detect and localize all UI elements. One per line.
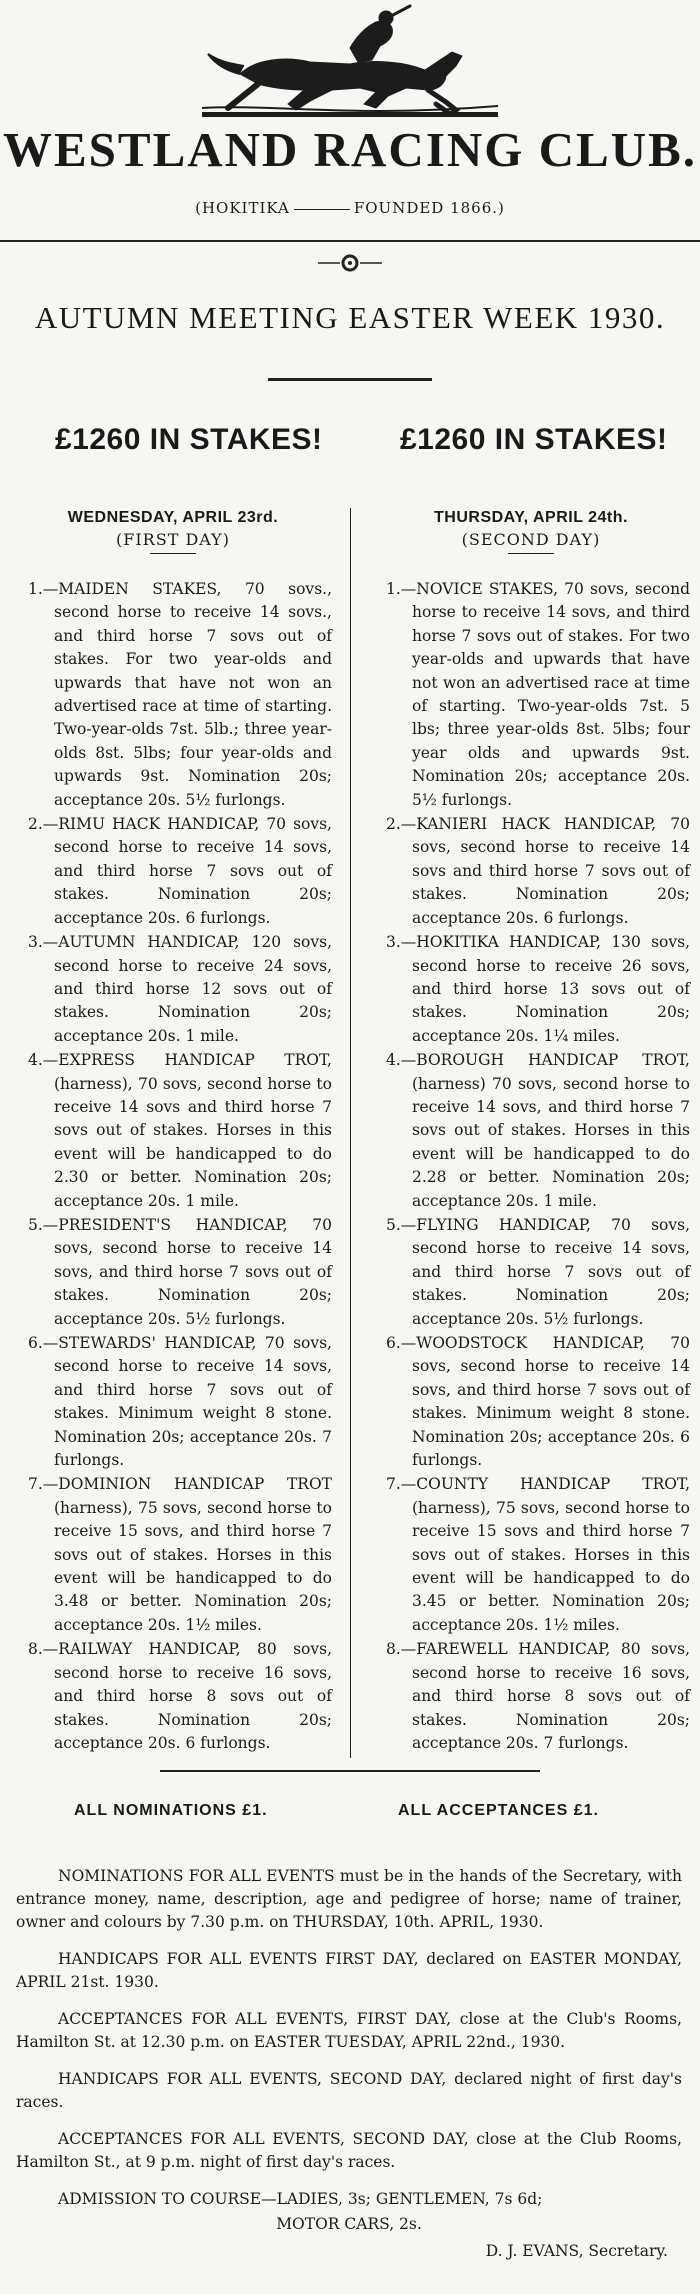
subtitle-dash <box>294 209 350 210</box>
club-subtitle <box>0 199 700 217</box>
stakes-banner-left: £1260 IN STAKES! <box>55 423 323 456</box>
race-entry: 1.—NOVICE STAKES, 70 sovs, second horse to receive 14 sovs, and third horse 7 sovs out of stakes. For two year-olds and upwards that have not won an advertised race at time of starting. Two-year-olds 7st. 5 lbs; three year-olds 8st. 5lbs; four year olds and upwards 9st. Nomination 20s; acceptance 20s. 5½ furlongs. <box>386 580 690 809</box>
founded-text: FOUNDED 1866.) <box>353 199 505 217</box>
race-entry: 2.—KANIERI HACK HANDICAP, 70 sovs, second horse to receive 14 sovs and third horse 7 sovs out of stakes. Nomination 20s; acceptance 20s. 6 furlongs. <box>386 815 690 927</box>
column-divider <box>350 508 351 1758</box>
races-bottom-rule <box>160 1770 540 1772</box>
location-text: (HOKITIKA <box>195 199 290 217</box>
motor-cars-text: MOTOR CARS, 2s. <box>276 2215 422 2233</box>
race-entry: 1.—MAIDEN STAKES, 70 sovs., second horse to receive 14 sovs., and third horse 7 sovs out of stakes. For two year-olds and upwards that have not won an advertised race at time of starting. Two-year-olds 7st. 5lb.; three year-olds 8st. 5lbs; four year-olds and upwards 9st. Nomination 20s; acceptance 20s. 5½ furlongs. <box>28 580 332 809</box>
meeting-rule <box>268 378 432 381</box>
racehorse-jockey-icon <box>200 4 500 122</box>
day-two-subtitle: (SECOND DAY) <box>461 530 601 549</box>
day-two-races <box>372 578 690 1756</box>
race-entry: 4.—BOROUGH HANDICAP TROT, (harness) 70 sovs, second horse to receive 14 sovs, and third horse 7 sovs out of stakes. Horses in this event will be handicapped to do 2.28 or better. Nomination 20s; acceptance 20s. 1 mile. <box>386 1051 690 1210</box>
secretary-signature: D. J. EVANS, Secretary. <box>485 2242 668 2260</box>
notice-paragraph: ACCEPTANCES FOR ALL EVENTS, FIRST DAY, close at the Club's Rooms, Hamilton St. at 12.30 p.m. on EASTER TUESDAY, APRIL 22nd., 1930. <box>16 2010 682 2051</box>
notice-paragraph: HANDICAPS FOR ALL EVENTS, SECOND DAY, declared night of first day's races. <box>16 2070 682 2111</box>
day-one-races <box>14 578 332 1756</box>
race-entry: 2.—RIMU HACK HANDICAP, 70 sovs, second horse to receive 14 sovs, and third horse 7 sovs out of stakes. Nomination 20s; acceptance 20s. 6 furlongs. <box>28 815 332 927</box>
race-entry: 8.—RAILWAY HANDICAP, 80 sovs, second horse to receive 16 sovs, and third horse 8 sovs out of stakes. Nomination 20s; acceptance 20s. 6 furlongs. <box>28 1640 332 1752</box>
meeting-title: AUTUMN MEETING EASTER WEEK 1930. <box>34 300 666 335</box>
race-entry: 7.—COUNTY HANDICAP TROT, (harness), 75 sovs, second horse to receive 15 sovs and third horse 7 sovs out of stakes. Horses in this event will be handicapped to do 3.45 or better. Nomination 20s; acceptance 20s. 1½ miles. <box>386 1475 690 1634</box>
race-entry: 3.—HOKITIKA HANDICAP, 130 sovs, second horse to receive 26 sovs, and third horse 13 sovs out of stakes. Nomination 20s; acceptance 20s. 1¼ miles. <box>386 933 690 1045</box>
day-two-title: THURSDAY, APRIL 24th. <box>434 509 628 526</box>
notice-paragraph: ACCEPTANCES FOR ALL EVENTS, SECOND DAY, close at the Club Rooms, Hamilton St., at 9 p.m. night of first day's races. <box>16 2130 682 2171</box>
admission-text: ADMISSION TO COURSE—LADIES, 3s; GENTLEMEN, 7s 6d; <box>58 2190 543 2208</box>
notice-paragraph: HANDICAPS FOR ALL EVENTS FIRST DAY, declared on EASTER MONDAY, APRIL 21st. 1930. <box>16 1950 682 1991</box>
notice-paragraph: NOMINATIONS FOR ALL EVENTS must be in the hands of the Secretary, with entrance money, name, description, age and pedigree of horse; name of trainer, owner and colours by 7.30 p.m. on THURSDAY, 10th. APRIL, 1930. <box>16 1867 682 1931</box>
race-entry: 5.—FLYING HANDICAP, 70 sovs, second horse to receive 14 sovs, and third horse 7 sovs out of stakes. Nomination 20s; acceptance 20s. 5½ furlongs. <box>386 1215 690 1328</box>
day-one-subtitle: (FIRST DAY) <box>116 530 230 549</box>
stakes-banner-right: £1260 IN STAKES! <box>400 423 668 456</box>
race-entry: 7.—DOMINION HANDICAP TROT (harness), 75 sovs, second horse to receive 15 sovs, and third horse 7 sovs out of stakes. Horses in this event will be handicapped to do 3.48 or better. Nomination 20s; acceptance 20s. 1½ miles. <box>28 1475 332 1634</box>
header-rule <box>0 240 700 242</box>
day-one-rule <box>150 553 196 554</box>
race-entry: 5.—PRESIDENT'S HANDICAP, 70 sovs, second horse to receive 14 sovs, and third horse 7 sovs out of stakes. Nomination 20s; acceptance 20s. 5½ furlongs. <box>28 1215 332 1328</box>
race-entry: 8.—FAREWELL HANDICAP, 80 sovs, second horse to receive 16 sovs, and third horse 8 sovs out of stakes. Nomination 20s; acceptance 20s. 7 furlongs. <box>386 1640 690 1752</box>
acceptances-fee: ALL ACCEPTANCES £1. <box>398 1802 599 1819</box>
race-entry: 6.—WOODSTOCK HANDICAP, 70 sovs, second horse to receive 14 sovs, and third horse 7 sovs out of stakes. Minimum weight 8 stone. Nomination 20s; acceptance 20s. 6 furlongs. <box>386 1334 690 1470</box>
day-one-title: WEDNESDAY, APRIL 23rd. <box>67 509 279 526</box>
ornament-icon <box>318 250 382 276</box>
race-entry: 4.—EXPRESS HANDICAP TROT, (harness), 70 sovs, second horse to receive 14 sovs and third horse 7 sovs out of stakes. Horses in this event will be handicapped to do 2.30 or better. Nomination 20s; acceptance 20s. 1 mile. <box>28 1051 332 1210</box>
race-entry: 3.—AUTUMN HANDICAP, 120 sovs, second horse to receive 24 sovs, and third horse 12 sovs out of stakes. Nomination 20s; acceptance 20s. 1 mile. <box>28 933 332 1045</box>
notices <box>16 1865 682 2263</box>
nominations-fee: ALL NOMINATIONS £1. <box>74 1802 268 1819</box>
day-two-rule <box>508 553 554 554</box>
race-entry: 6.—STEWARDS' HANDICAP, 70 sovs, second horse to receive 14 sovs, and third horse 7 sovs out of stakes. Minimum weight 8 stone. Nomination 20s; acceptance 20s. 7 furlongs. <box>28 1334 332 1470</box>
club-name: WESTLAND RACING CLUB. <box>2 122 698 177</box>
